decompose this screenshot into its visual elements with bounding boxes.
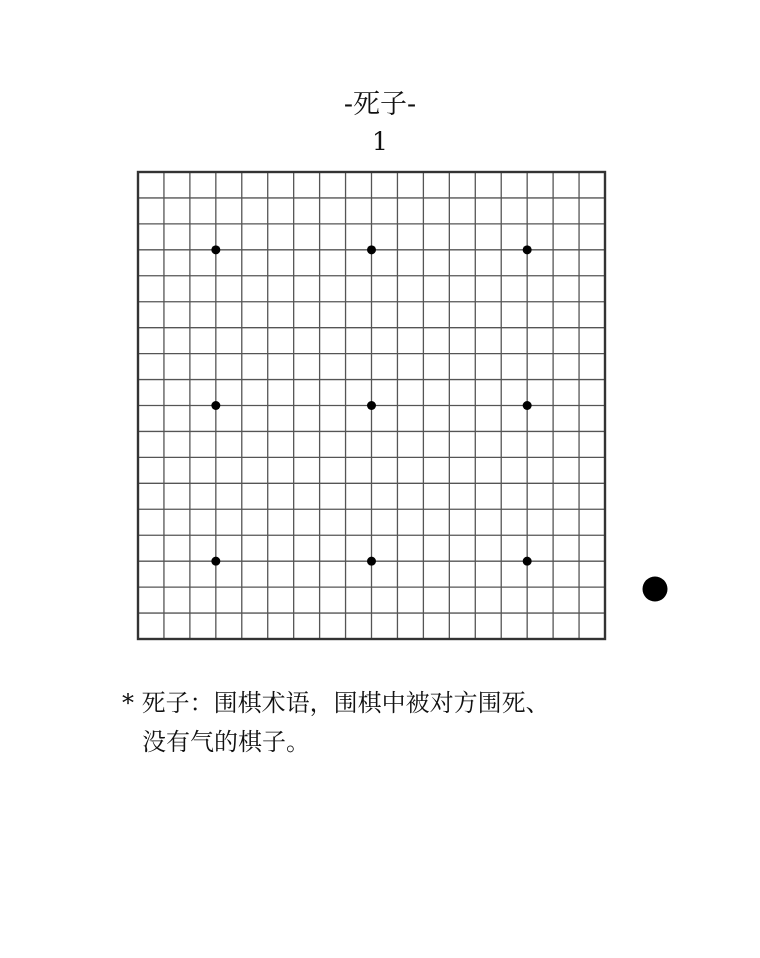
footnote-line-1: * 死子：围棋术语，围棋中被对方围死、 (122, 689, 550, 717)
footnote (122, 684, 550, 762)
black-stone (643, 577, 668, 602)
star-point (211, 557, 220, 566)
star-point (211, 245, 220, 254)
star-point (523, 245, 532, 254)
page-number: 1 (372, 127, 388, 156)
star-point (367, 401, 376, 410)
star-point (367, 557, 376, 566)
star-point (523, 557, 532, 566)
star-point (211, 401, 220, 410)
star-point (367, 245, 376, 254)
page-title: -死子- (343, 89, 417, 120)
footnote-line-2: 没有气的棋子。 (142, 728, 310, 756)
star-point (523, 401, 532, 410)
